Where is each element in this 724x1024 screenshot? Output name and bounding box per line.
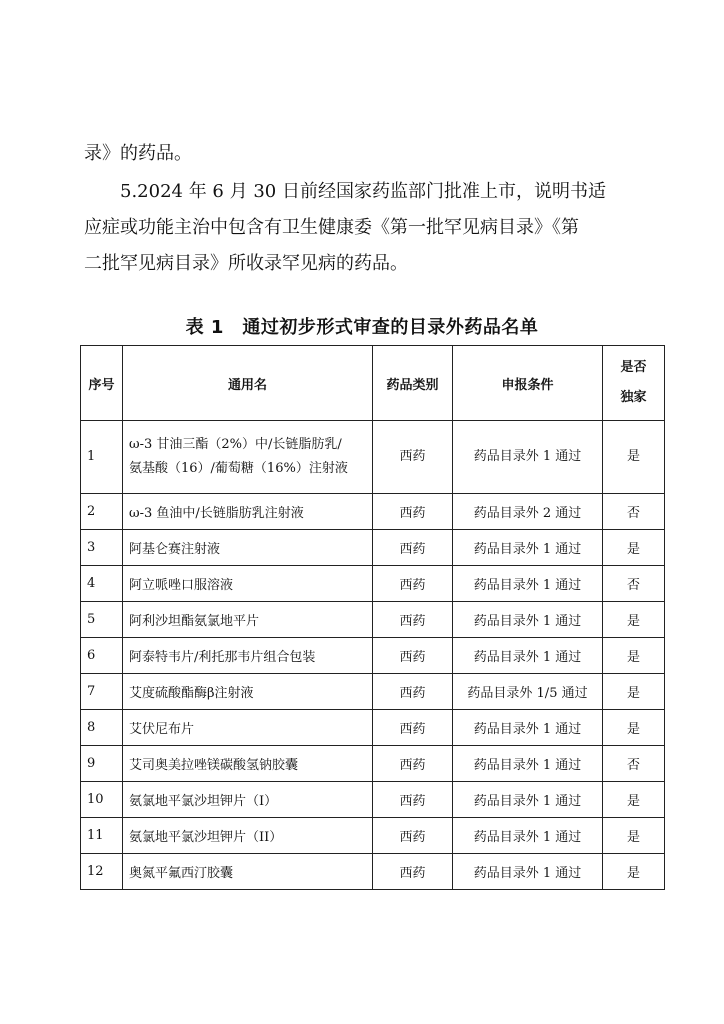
cell-name: 阿利沙坦酯氨氯地平片 <box>123 602 373 638</box>
paragraph-line: 应症或功能主治中包含有卫生健康委《第一批罕见病目录》《第 <box>84 217 579 238</box>
table-row <box>81 638 665 674</box>
cell-condition: 药品目录外 1 通过 <box>453 602 603 638</box>
cell-condition: 药品目录外 1 通过 <box>453 746 603 782</box>
header-exclusive-line1: 是否 <box>620 360 647 375</box>
cell-category: 西药 <box>373 494 453 530</box>
cell-name: 氨氯地平氯沙坦钾片（II） <box>123 818 373 854</box>
paragraph-item-5 <box>84 174 644 282</box>
cell-no: 4 <box>81 566 123 602</box>
cell-name: ω-3 鱼油中/长链脂肪乳注射液 <box>123 494 373 530</box>
cell-category: 西药 <box>373 782 453 818</box>
cell-name: 阿立哌唑口服溶液 <box>123 566 373 602</box>
cell-category: 西药 <box>373 602 453 638</box>
cell-category: 西药 <box>373 638 453 674</box>
table-row <box>81 494 665 530</box>
table-row <box>81 674 665 710</box>
cell-no: 12 <box>81 854 123 890</box>
paragraph-line: 5.2024 年 6 月 30 日前经国家药监部门批准上市，说明书适 <box>120 181 606 202</box>
cell-condition: 药品目录外 1 通过 <box>453 421 603 494</box>
cell-exclusive: 否 <box>603 494 665 530</box>
cell-category: 西药 <box>373 818 453 854</box>
cell-no: 3 <box>81 530 123 566</box>
cell-name: 奥氮平氟西汀胶囊 <box>123 854 373 890</box>
cell-exclusive: 是 <box>603 818 665 854</box>
cell-condition: 药品目录外 1 通过 <box>453 782 603 818</box>
cell-exclusive: 是 <box>603 674 665 710</box>
cell-condition: 药品目录外 2 通过 <box>453 494 603 530</box>
cell-no: 9 <box>81 746 123 782</box>
cell-category: 西药 <box>373 530 453 566</box>
table-title: 表 1 通过初步形式审查的目录外药品名单 <box>185 317 539 338</box>
table-row <box>81 818 665 854</box>
header-no: 序号 <box>81 346 123 421</box>
cell-name-line: 氨基酸（16）/葡萄糖（16%）注射液 <box>129 461 348 476</box>
cell-condition: 药品目录外 1 通过 <box>453 530 603 566</box>
cell-category: 西药 <box>373 421 453 494</box>
cell-condition: 药品目录外 1 通过 <box>453 854 603 890</box>
header-category: 药品类别 <box>373 346 453 421</box>
cell-condition: 药品目录外 1/5 通过 <box>453 674 603 710</box>
cell-category: 西药 <box>373 566 453 602</box>
cell-name <box>123 421 373 494</box>
cell-exclusive: 是 <box>603 854 665 890</box>
header-name: 通用名 <box>123 346 373 421</box>
cell-name: 艾伏尼布片 <box>123 710 373 746</box>
cell-category: 西药 <box>373 710 453 746</box>
cell-no: 10 <box>81 782 123 818</box>
table-row <box>81 566 665 602</box>
cell-name-line: ω-3 甘油三酯（2%）中/长链脂肪乳/ <box>129 437 342 452</box>
cell-exclusive: 否 <box>603 746 665 782</box>
cell-exclusive: 是 <box>603 530 665 566</box>
cell-name: 氨氯地平氯沙坦钾片（I） <box>123 782 373 818</box>
header-exclusive-line2: 独家 <box>620 390 647 405</box>
cell-exclusive: 是 <box>603 602 665 638</box>
table-row <box>81 710 665 746</box>
cell-exclusive: 是 <box>603 638 665 674</box>
header-condition: 申报条件 <box>453 346 603 421</box>
cell-condition: 药品目录外 1 通过 <box>453 710 603 746</box>
paragraph-continuation: 录》的药品。 <box>84 143 192 164</box>
cell-condition: 药品目录外 1 通过 <box>453 638 603 674</box>
cell-condition: 药品目录外 1 通过 <box>453 818 603 854</box>
header-exclusive <box>603 346 665 421</box>
table-row <box>81 602 665 638</box>
cell-no: 11 <box>81 818 123 854</box>
table-row <box>81 782 665 818</box>
table-row <box>81 746 665 782</box>
cell-no: 5 <box>81 602 123 638</box>
cell-no: 8 <box>81 710 123 746</box>
cell-no: 1 <box>81 421 123 494</box>
table-row <box>81 530 665 566</box>
cell-name: 阿泰特韦片/利托那韦片组合包装 <box>123 638 373 674</box>
cell-category: 西药 <box>373 854 453 890</box>
paragraph-line: 二批罕见病目录》所收录罕见病的药品。 <box>84 253 408 274</box>
cell-name: 阿基仑赛注射液 <box>123 530 373 566</box>
cell-exclusive: 否 <box>603 566 665 602</box>
cell-name: 艾度硫酸酯酶β注射液 <box>123 674 373 710</box>
cell-name: 艾司奥美拉唑镁碳酸氢钠胶囊 <box>123 746 373 782</box>
cell-no: 7 <box>81 674 123 710</box>
cell-exclusive: 是 <box>603 710 665 746</box>
cell-condition: 药品目录外 1 通过 <box>453 566 603 602</box>
cell-no: 6 <box>81 638 123 674</box>
drug-list-table <box>80 345 665 890</box>
cell-no: 2 <box>81 494 123 530</box>
cell-category: 西药 <box>373 746 453 782</box>
table-row <box>81 421 665 494</box>
cell-exclusive: 是 <box>603 421 665 494</box>
table-header-row <box>81 346 665 421</box>
table-row <box>81 854 665 890</box>
cell-category: 西药 <box>373 674 453 710</box>
cell-exclusive: 是 <box>603 782 665 818</box>
